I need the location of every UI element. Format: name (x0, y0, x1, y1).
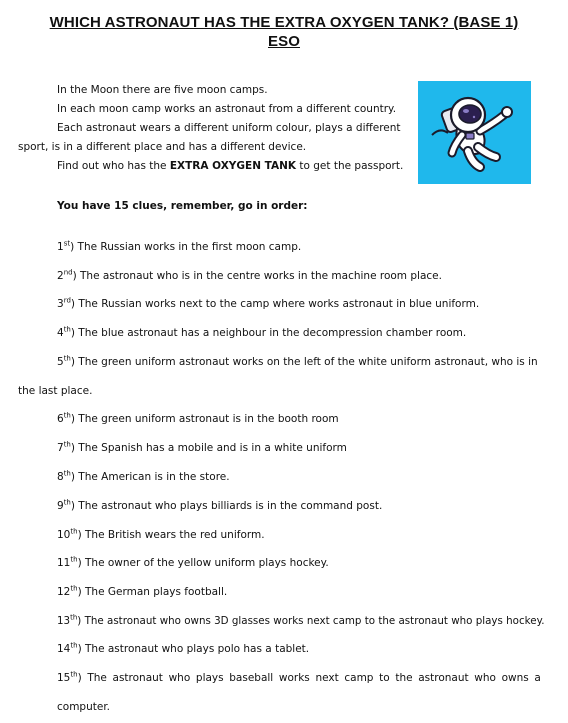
clue-number: 6 (57, 413, 64, 425)
clue-word: camp (344, 672, 374, 684)
clue-word: the (395, 672, 413, 684)
title-line-1: WHICH ASTRONAUT HAS THE EXTRA OXYGEN TANK? (BASE 1) (49, 14, 519, 31)
intro-line-5-post: to get the passport. (296, 160, 404, 172)
clue-text: ) The American is in the store. (70, 471, 230, 483)
clue-ordinal: th (70, 584, 78, 593)
clue-7 (57, 441, 347, 455)
clue-text: ) The British wears the red uniform. (77, 529, 265, 541)
clue-text: ) The green uniform astronaut is in the booth room (70, 413, 339, 425)
clue-word: astronaut (112, 672, 163, 684)
clue-word: astronaut (418, 672, 469, 684)
clue-text: ) The astronaut who is in the centre works in the machine room place. (72, 270, 442, 282)
clue-number: 9 (57, 500, 64, 512)
astronaut-icon (418, 81, 531, 184)
clue-word: next (315, 672, 339, 684)
clue-13 (57, 614, 544, 628)
clue-word: owns (501, 672, 529, 684)
clue-ordinal: th (70, 555, 78, 564)
clue-number: 11 (57, 557, 71, 569)
clue-8 (57, 470, 230, 484)
clue-ordinal: th (63, 325, 71, 334)
clue-ordinal: nd (63, 268, 73, 277)
intro-line-4: sport, is in a different place and has a different device. (18, 141, 307, 153)
clue-word: a (534, 672, 541, 684)
clue-word: plays (195, 672, 224, 684)
clue-number: 14 (57, 643, 71, 655)
clue-12 (57, 585, 227, 599)
clue-word: who (168, 672, 191, 684)
clue-4 (57, 326, 466, 340)
clue-text: ) The owner of the yellow uniform plays hockey. (77, 557, 329, 569)
clue-number: 3 (57, 298, 64, 310)
clue-number: 13 (57, 615, 71, 627)
clue-word: who (474, 672, 496, 684)
clue-9 (57, 499, 382, 513)
clue-ordinal: th (70, 613, 78, 622)
intro-line-3: Each astronaut wears a different uniform colour, plays a different (57, 122, 401, 134)
intro-line-2: In each moon camp works an astronaut from a different country. (57, 103, 397, 115)
clue-text: ) The Spanish has a mobile and is in a white uniform (70, 442, 347, 454)
clue-text: ) The astronaut who owns 3D glasses works next camp to the astronaut who plays hockey. (77, 615, 545, 627)
clue-number: 10 (57, 529, 71, 541)
clue-text: ) The Russian works in the first moon camp. (70, 241, 302, 253)
clue-text: ) The astronaut who plays polo has a tablet. (77, 643, 310, 655)
astronaut-illustration (418, 81, 531, 184)
intro-line-5-pre: Find out who has the (57, 160, 170, 172)
clue-5 (57, 355, 538, 369)
clue-number: 5 (57, 356, 64, 368)
clue-11 (57, 556, 329, 570)
clue-ordinal: th (63, 440, 71, 449)
clue-6 (57, 412, 339, 426)
clue-word: works (278, 672, 310, 684)
clue-ordinal: th (63, 354, 71, 363)
clue-ordinal: th (63, 411, 71, 420)
clue-15-continuation: computer. (57, 701, 111, 713)
clue-number: 7 (57, 442, 64, 454)
clue-number: 4 (57, 327, 64, 339)
clue-word: The (87, 672, 107, 684)
clue-ordinal: th (70, 527, 78, 536)
clue-5-continuation: the last place. (18, 385, 93, 397)
clue-ordinal: th (70, 670, 78, 679)
clue-text: ) The green uniform astronaut works on the left of the white uniform astronaut, who is in (70, 356, 538, 368)
clue-text: ) The Russian works next to the camp where works astronaut in blue uniform. (70, 298, 480, 310)
clue-word: to (379, 672, 390, 684)
clue-14 (57, 642, 309, 656)
clue-10 (57, 528, 265, 542)
clue-15 (57, 671, 541, 685)
clue-15-head (57, 671, 82, 685)
clue-word: baseball (229, 672, 274, 684)
clue-ordinal: th (63, 469, 71, 478)
clues-lead: You have 15 clues, remember, go in order: (57, 200, 308, 212)
title-line-2: ESO (268, 33, 300, 50)
clue-text: ) The blue astronaut has a neighbour in the decompression chamber room. (70, 327, 467, 339)
clue-ordinal: rd (63, 296, 71, 305)
clue-number: 1 (57, 241, 64, 253)
clue-text: ) The German plays football. (77, 586, 228, 598)
clue-text: ) The astronaut who plays billiards is in the command post. (70, 500, 383, 512)
clue-ordinal: th (63, 498, 71, 507)
clue-2 (57, 269, 442, 283)
clue-ordinal: st (63, 239, 71, 248)
extra-oxygen-tank-text: EXTRA OXYGEN TANK (169, 160, 297, 172)
clue-word: ) (77, 672, 82, 684)
intro-line-1: In the Moon there are five moon camps. (57, 84, 268, 96)
intro-line-5 (57, 159, 403, 173)
clue-number: 12 (57, 586, 71, 598)
clue-number: 8 (57, 471, 64, 483)
clue-number: 2 (57, 270, 64, 282)
clue-3 (57, 297, 479, 311)
clue-number: 15 (57, 672, 71, 684)
clue-ordinal: th (70, 641, 78, 650)
clue-1 (57, 240, 301, 254)
